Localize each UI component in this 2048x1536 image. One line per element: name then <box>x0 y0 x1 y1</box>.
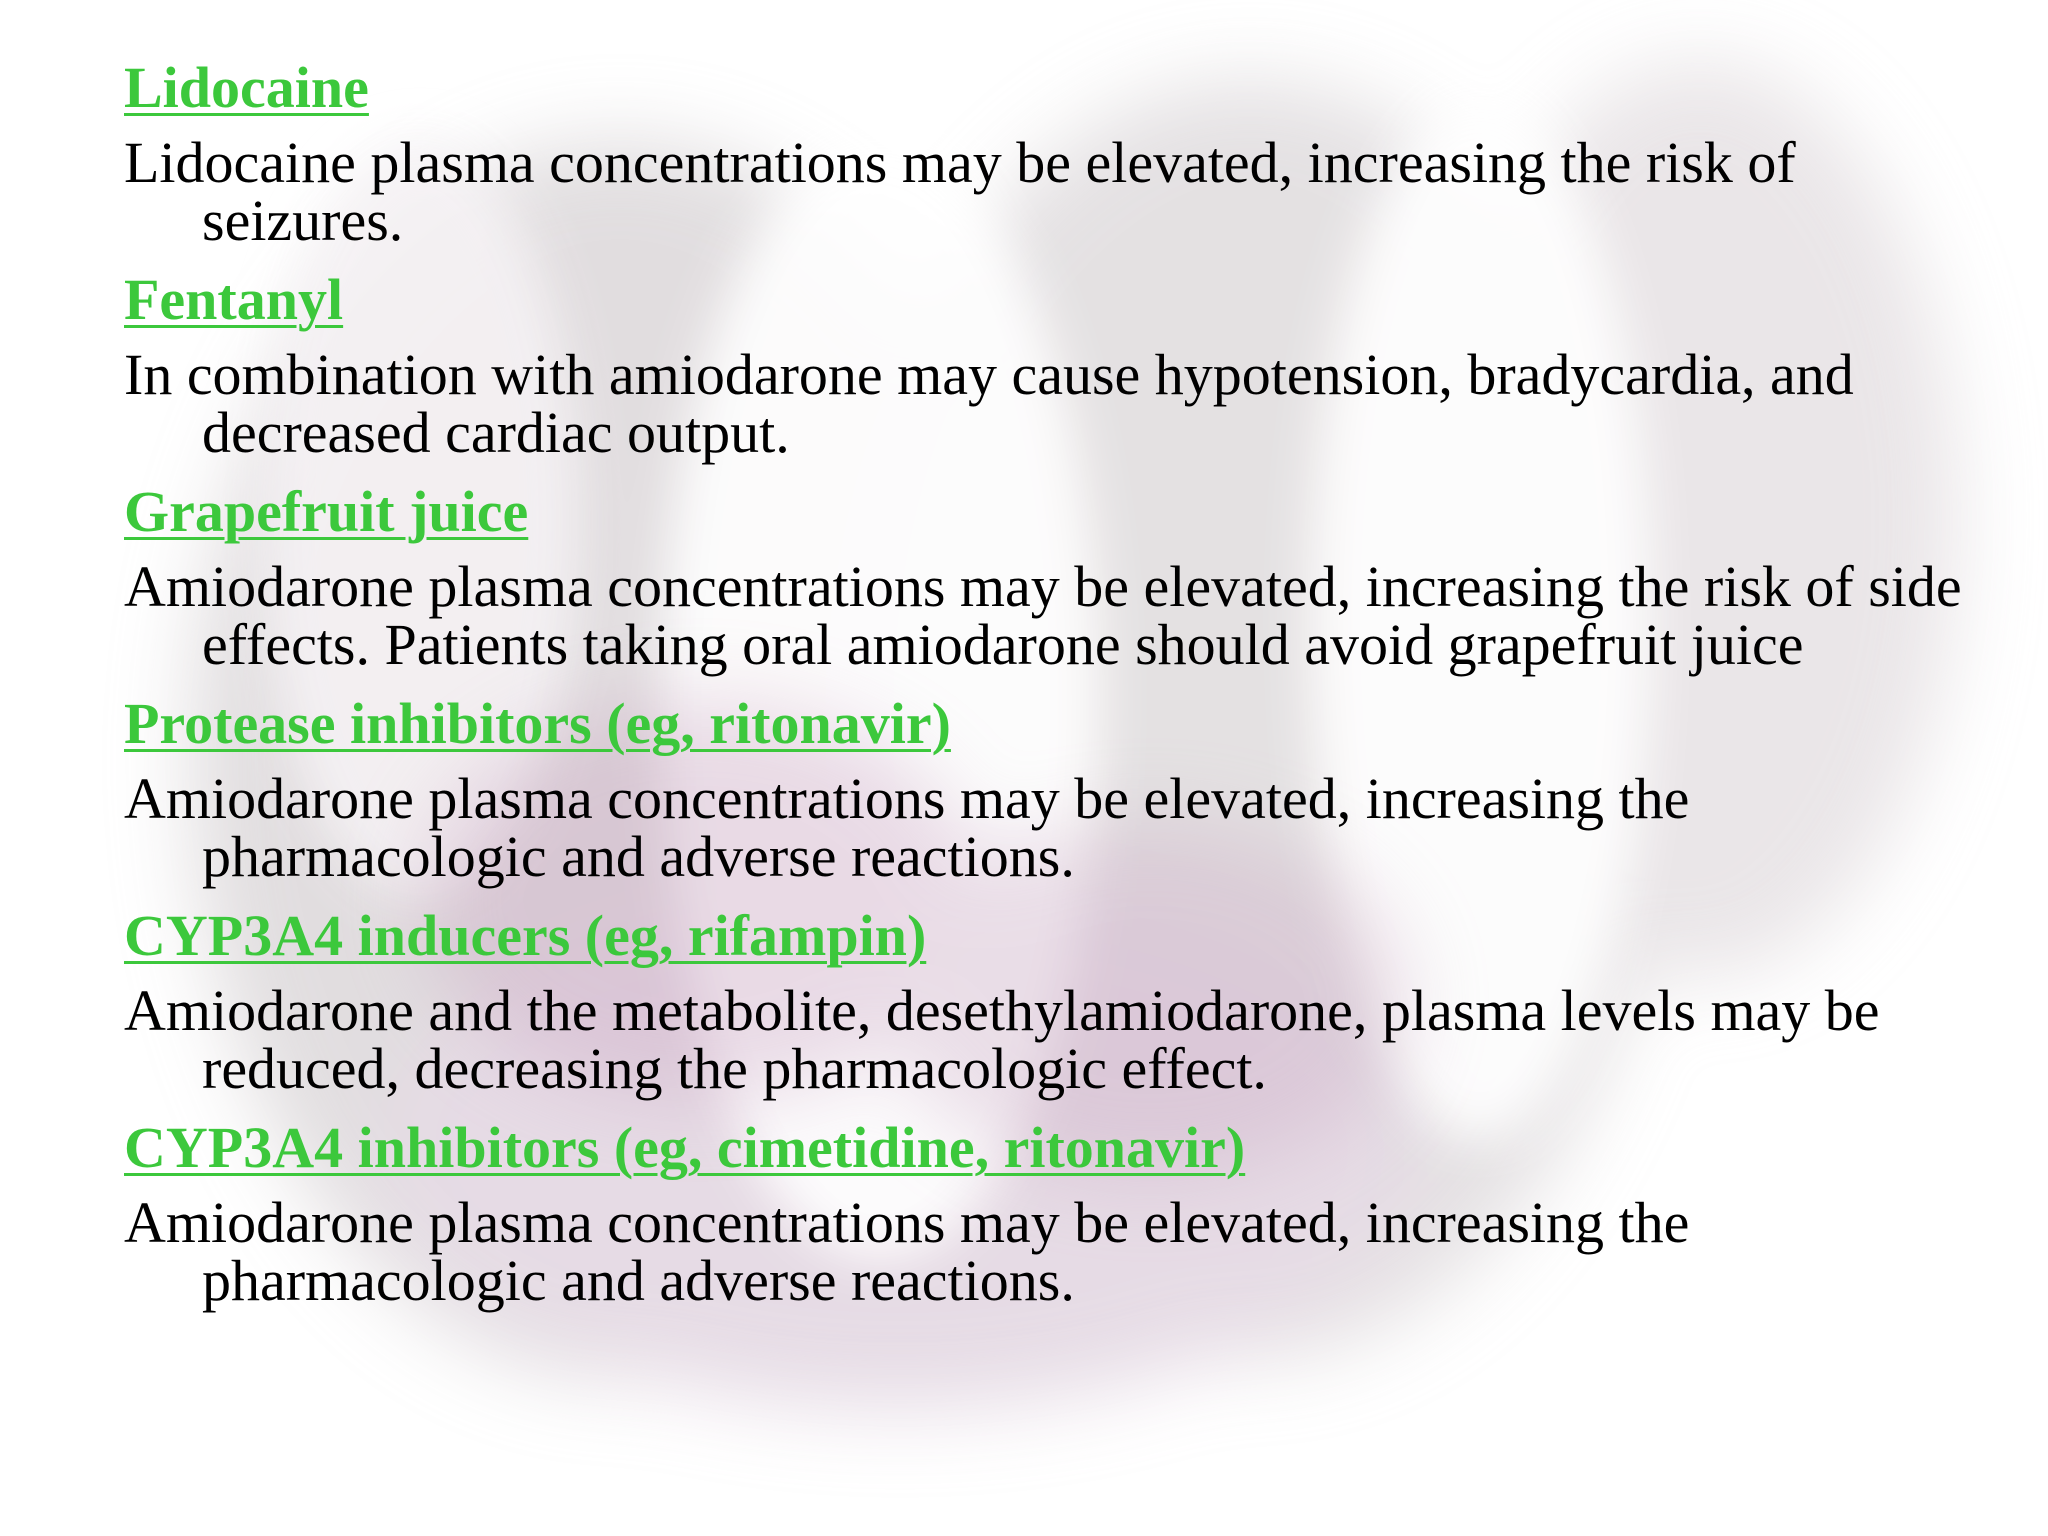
drug-heading: CYP3A4 inducers (eg, rifampin) <box>124 903 927 968</box>
interaction-item-grapefruit-juice <box>124 479 2004 677</box>
interaction-item-lidocaine <box>124 55 2004 253</box>
drug-heading: Grapefruit juice <box>124 479 529 544</box>
drug-heading: CYP3A4 inhibitors (eg, cimetidine, ritonavir) <box>124 1115 1246 1180</box>
drug-effect: Amiodarone plasma concentrations may be elevated, increasing the risk of side effects. Patients taking oral amiodarone should avoid grapefruit juice <box>124 554 1962 677</box>
drug-effect: Lidocaine plasma concentrations may be elevated, increasing the risk of seizures. <box>124 130 1796 253</box>
interaction-item-protease-inhibitors <box>124 691 2004 889</box>
drug-effect: Amiodarone and the metabolite, desethylamiodarone, plasma levels may be reduced, decreasing the pharmacologic effect. <box>124 978 1880 1101</box>
drug-effect: Amiodarone plasma concentrations may be elevated, increasing the pharmacologic and adverse reactions. <box>124 766 1690 889</box>
interaction-item-fentanyl <box>124 267 2004 465</box>
drug-heading: Fentanyl <box>124 267 344 332</box>
interaction-item-cyp3a4-inhibitors <box>124 1115 2004 1313</box>
drug-effect: In combination with amiodarone may cause hypotension, bradycardia, and decreased cardiac output. <box>124 342 1854 465</box>
drug-effect: Amiodarone plasma concentrations may be elevated, increasing the pharmacologic and adverse reactions. <box>124 1190 1690 1313</box>
interactions-list <box>124 55 2004 1330</box>
drug-heading: Protease inhibitors (eg, ritonavir) <box>124 691 951 756</box>
drug-heading: Lidocaine <box>124 55 369 120</box>
interaction-item-cyp3a4-inducers <box>124 903 2004 1101</box>
